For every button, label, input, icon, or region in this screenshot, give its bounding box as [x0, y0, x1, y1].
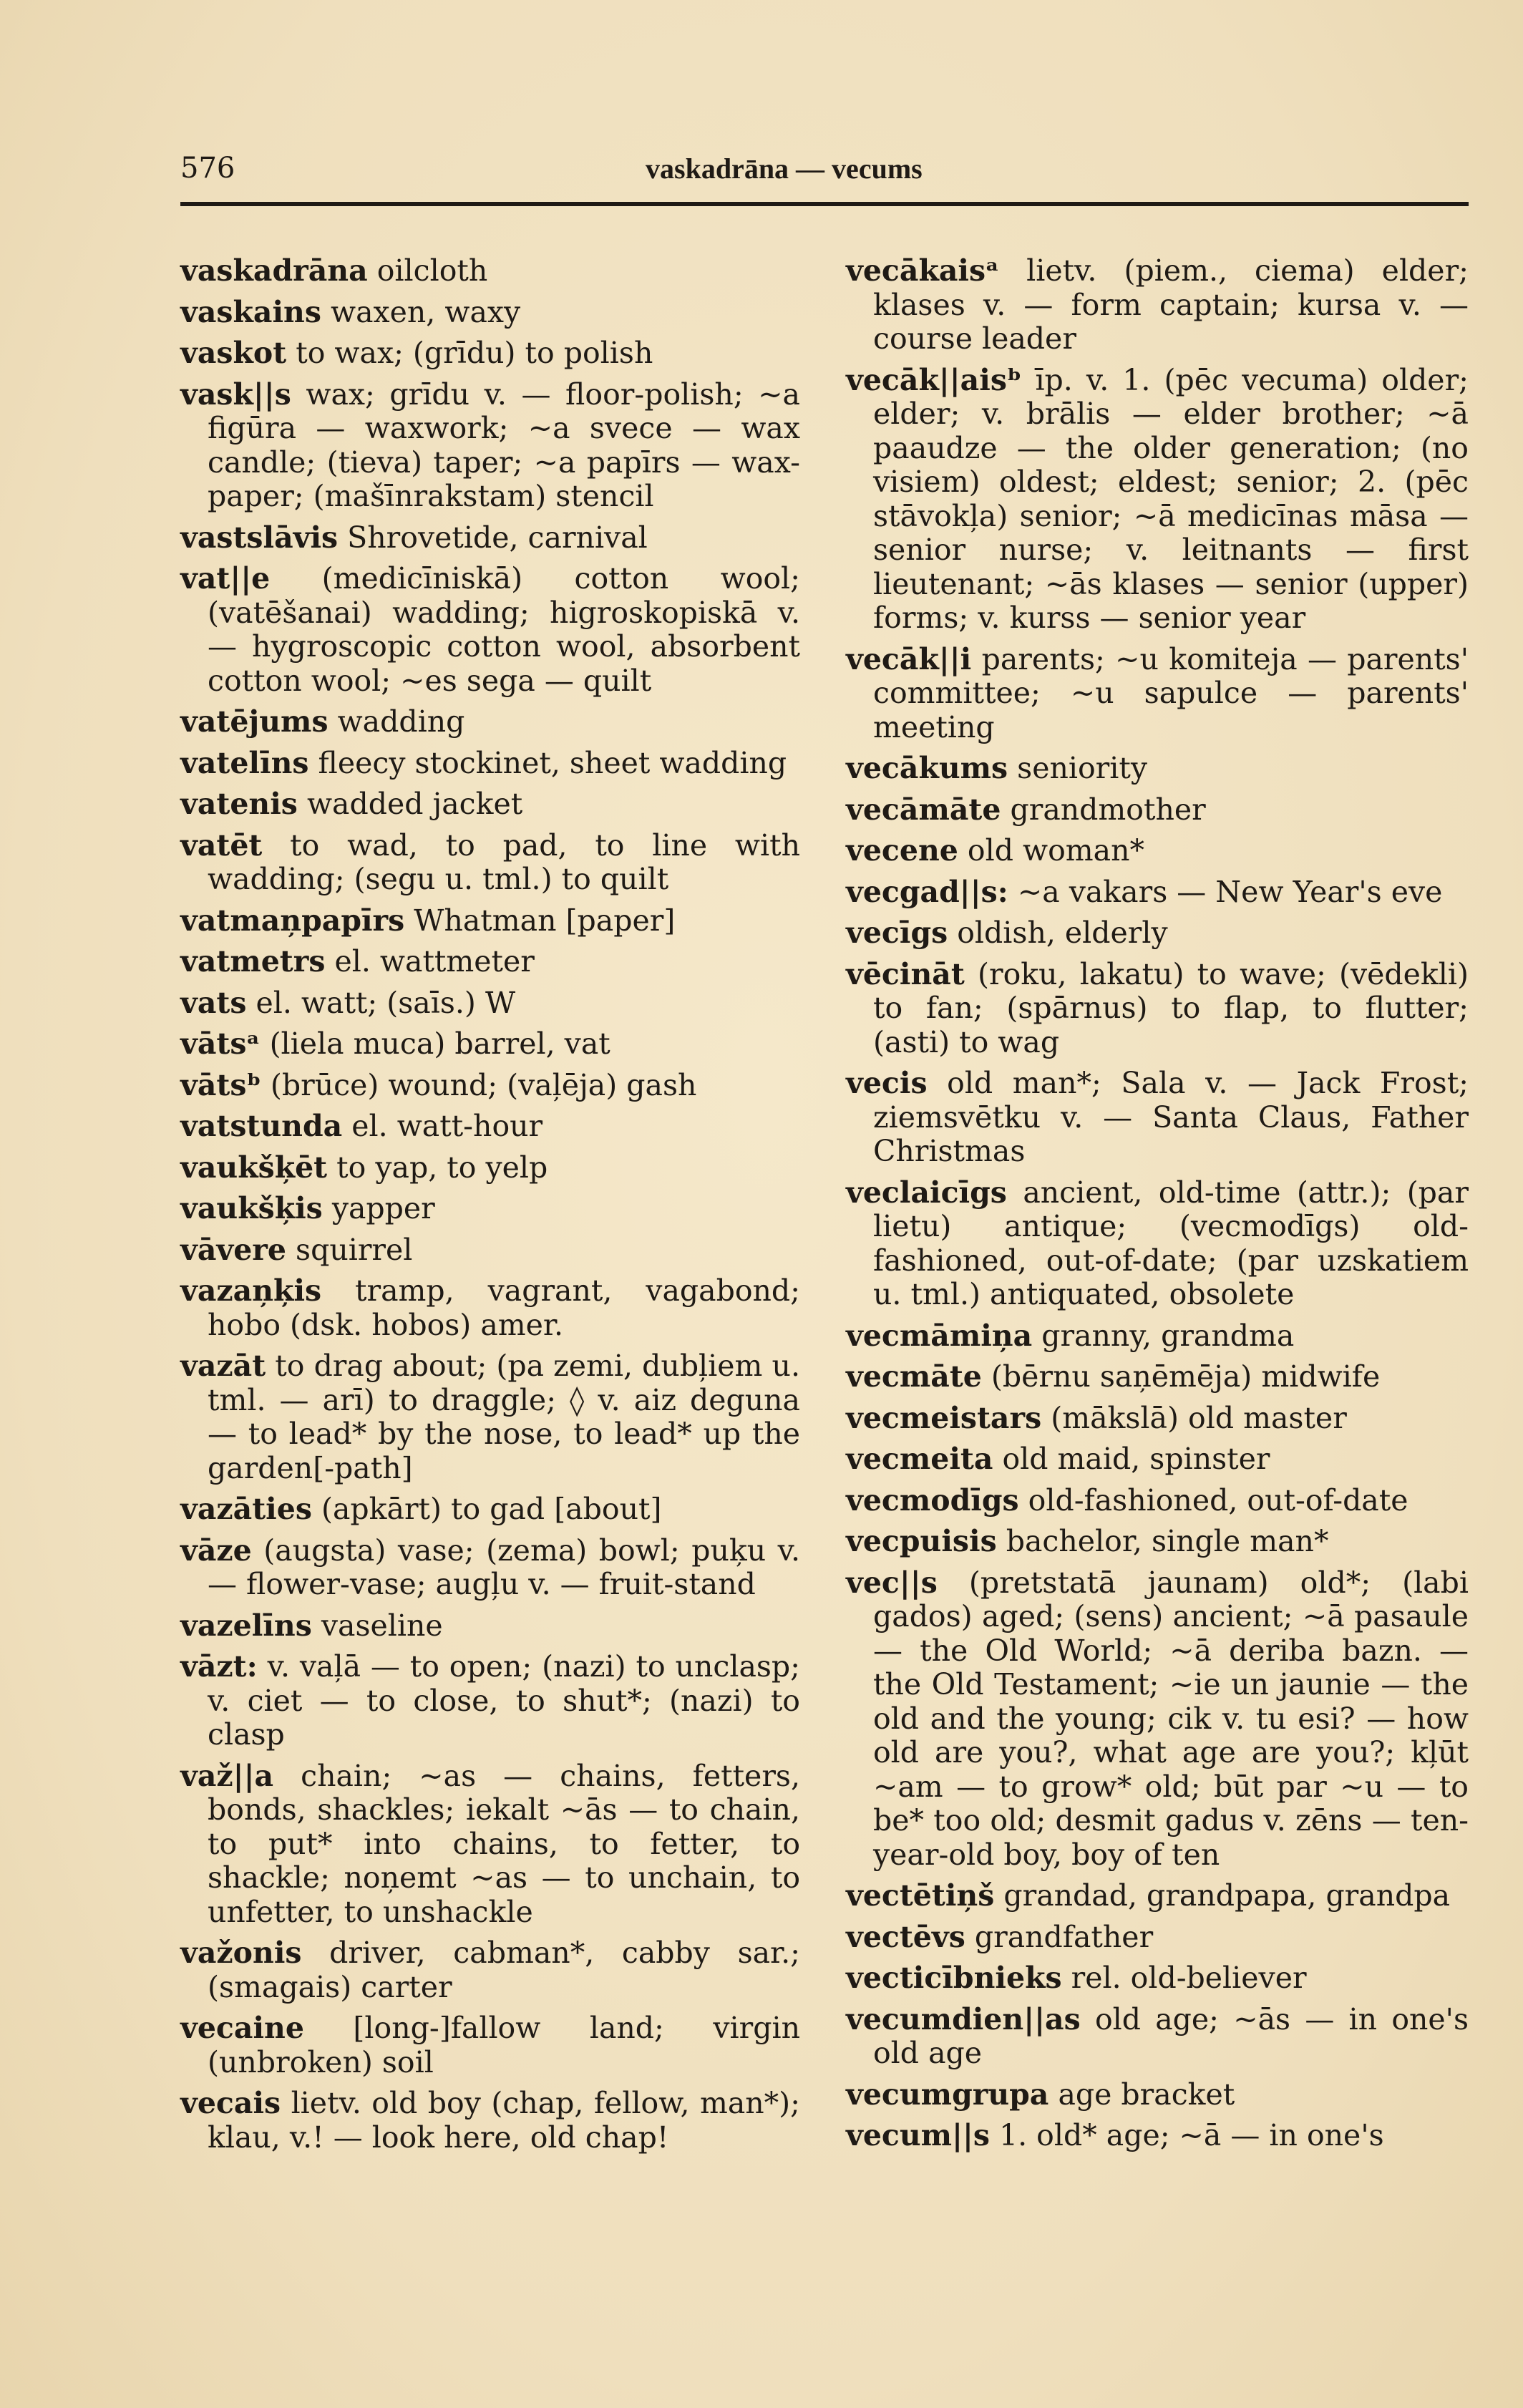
- entry-headword: vat||e: [180, 561, 271, 596]
- entry-headword: vaukšķis: [180, 1191, 323, 1225]
- dictionary-entry: [846, 752, 1469, 786]
- entry-definition: fleecy stockinet, sheet wadding: [318, 745, 787, 780]
- entry-headword: vecais: [180, 2086, 281, 2120]
- entry-definition: age bracket: [1058, 2077, 1235, 2112]
- entry-headword: vecis: [846, 1066, 928, 1100]
- dictionary-entry: [846, 793, 1469, 827]
- entry-definition: old man*; Sala v. — Jack Frost; ziemsvētku v. — Santa Claus, Father Christmas: [873, 1066, 1469, 1168]
- entry-headword: vecmodīgs: [846, 1482, 1019, 1518]
- dictionary-entry: [180, 1151, 800, 1185]
- entry-headword: vatējums: [180, 704, 329, 739]
- entry-headword: vecāk||aisᵇ: [846, 362, 1022, 397]
- right-column: [846, 254, 1469, 2160]
- entry-definition: (mākslā) old master: [1051, 1400, 1347, 1435]
- entry-headword: vaskot: [180, 336, 287, 370]
- dictionary-entry: [846, 1961, 1469, 1996]
- dictionary-entry: [180, 336, 800, 371]
- dictionary-entry: [846, 2003, 1469, 2071]
- header-rule: [180, 202, 1469, 206]
- entry-definition: el. watt; (saīs.) W: [256, 985, 516, 1020]
- dictionary-entry: [180, 787, 800, 822]
- entry-definition: wax; grīdu v. — floor-polish; ~a figūra — waxwork; ~a svece — wax candle; (tieva) taper; ~a papīrs — wax-paper; (mašīnrakstam) stencil: [208, 377, 800, 513]
- dictionary-entry: [180, 945, 800, 979]
- entry-headword: vecpuisis: [846, 1524, 997, 1558]
- dictionary-entry: [180, 1534, 800, 1602]
- entry-headword: vecaine: [180, 2011, 304, 2045]
- entry-definition: grandmother: [1010, 792, 1206, 827]
- entry-definition: old woman*: [967, 833, 1144, 868]
- entry-headword: vāvere: [180, 1232, 286, 1267]
- dictionary-entry: [846, 1566, 1469, 1873]
- dictionary-entry: [180, 254, 800, 288]
- entry-definition: lietv. (piem., ciema) elder; klases v. — form captain; kursa v. — course leader: [873, 253, 1469, 356]
- entry-definition: Whatman [paper]: [414, 903, 676, 938]
- entry-definition: to drag about; (pa zemi, dubļiem u. tml. — arī) to draggle; ◊ v. aiz deguna — to lead* by the nose, to lead* up the garden[-path]: [208, 1349, 800, 1485]
- dictionary-entry: [180, 904, 800, 938]
- entry-definition: yapper: [331, 1191, 435, 1225]
- dictionary-entry: [846, 958, 1469, 1060]
- entry-definition: 1. old* age; ~ā — in one's: [999, 2118, 1384, 2152]
- entry-headword: vecumdien||as: [846, 2001, 1081, 2036]
- entry-definition: grandad, grandpapa, grandpa: [1003, 1878, 1451, 1913]
- entry-definition: squirrel: [296, 1232, 413, 1267]
- dictionary-entry: [180, 1759, 800, 1930]
- entry-headword: vatmaņpapīrs: [180, 903, 405, 938]
- entry-definition: (brūce) wound; (vaļēja) gash: [270, 1067, 697, 1102]
- entry-definition: grandfather: [974, 1919, 1154, 1954]
- dictionary-entry: [846, 1525, 1469, 1559]
- running-title: vaskadrāna — vecums: [646, 152, 923, 185]
- entry-definition: Shrovetide, carnival: [347, 520, 648, 555]
- entry-definition: lietv. old boy (chap, fellow, man*); klau, v.! — look here, old chap!: [208, 2086, 800, 2155]
- entry-headword: vectētiņš: [846, 1878, 995, 1913]
- dictionary-entry: [846, 254, 1469, 356]
- entry-headword: vecīgs: [846, 916, 948, 950]
- entry-headword: vatēt: [180, 827, 263, 863]
- entry-definition: (roku, lakatu) to wave; (vēdekli) to fan; (spārnus) to flap, to flutter; (asti) to wag: [873, 956, 1469, 1059]
- entry-headword: vazāties: [180, 1492, 312, 1526]
- dictionary-entry: [180, 2011, 800, 2079]
- entry-headword: vecum||s: [846, 2118, 990, 2152]
- entry-headword: vecmeistars: [846, 1400, 1042, 1435]
- page-header: [180, 152, 1469, 195]
- entry-definition: to wax; (grīdu) to polish: [296, 336, 653, 370]
- entry-headword: vaskains: [180, 294, 321, 329]
- entry-definition: old maid, spinster: [1002, 1442, 1270, 1476]
- entry-headword: vaukšķēt: [180, 1150, 328, 1185]
- entry-definition: oilcloth: [376, 253, 488, 288]
- entry-headword: vatmetrs: [180, 944, 326, 979]
- dictionary-entry: [180, 1233, 800, 1268]
- entry-definition: rel. old-believer: [1071, 1961, 1307, 1995]
- entry-headword: vecgad||s:: [846, 874, 1008, 909]
- dictionary-entry: [180, 1349, 800, 1485]
- entry-definition: (medicīniskā) cotton wool; (vatēšanai) wadding; higroskopiskā v. — hygroscopic cotton wool, absorbent cotton wool; ~es sega — quilt: [208, 561, 800, 698]
- entry-headword: vecākums: [846, 751, 1008, 785]
- entry-definition: parents; ~u komiteja — parents' committee; ~u sapulce — parents' meeting: [873, 641, 1469, 744]
- entry-definition: granny, grandma: [1041, 1318, 1295, 1353]
- entry-headword: vazaņķis: [180, 1273, 322, 1308]
- entry-headword: vectēvs: [846, 1919, 965, 1954]
- dictionary-entry: [180, 2087, 800, 2155]
- entry-headword: vecāmāte: [846, 792, 1001, 827]
- entry-definition: (liela muca) barrel, vat: [269, 1026, 610, 1061]
- dictionary-entry: [846, 2119, 1469, 2153]
- entry-headword: vāzt:: [180, 1649, 258, 1684]
- entry-definition: wadded jacket: [306, 787, 523, 821]
- left-column: [180, 254, 800, 2162]
- dictionary-entry: [846, 875, 1469, 910]
- entry-definition: wadding: [337, 704, 465, 739]
- dictionary-entry: [846, 1402, 1469, 1436]
- dictionary-entry: [846, 1176, 1469, 1312]
- dictionary-entry: [180, 1192, 800, 1226]
- dictionary-entry: [846, 1879, 1469, 1913]
- dictionary-entry: [180, 986, 800, 1021]
- entry-headword: vēcināt: [846, 956, 965, 991]
- dictionary-entry: [846, 1319, 1469, 1354]
- entry-headword: vecumgrupa: [846, 2077, 1049, 2112]
- dictionary-entry: [846, 364, 1469, 636]
- entry-headword: vecāk||i: [846, 641, 972, 676]
- entry-headword: vāze: [180, 1533, 252, 1568]
- entry-definition: (bērnu saņēmēja) midwife: [991, 1359, 1381, 1394]
- entry-headword: vaskadrāna: [180, 253, 368, 288]
- entry-definition: (pretstatā jaunam) old*; (labi gados) aged; (sens) ancient; ~ā pasaule — the Old World; ~ā deriba bazn. — the Old Testament; ~ie un jaunie — the old and the young; cik v. tu esi? — how old are you?, what age are you?; kļūt ~am — to grow* old; būt par ~u — to be* too old; desmit gadus v. zēns — ten-year-old boy, boy of ten: [873, 1565, 1469, 1872]
- entry-headword: vats: [180, 985, 247, 1020]
- dictionary-entry: [180, 1274, 800, 1342]
- entry-definition: oldish, elderly: [957, 916, 1168, 950]
- entry-headword: vatenis: [180, 787, 298, 821]
- entry-definition: old-fashioned, out-of-date: [1028, 1482, 1408, 1518]
- entry-definition: el. wattmeter: [334, 944, 535, 979]
- entry-definition: ~a vakars — New Year's eve: [1017, 874, 1443, 909]
- entry-headword: važ||a: [180, 1758, 274, 1793]
- dictionary-entry: [180, 705, 800, 739]
- dictionary-entry: [846, 1067, 1469, 1169]
- dictionary-entry: [180, 1492, 800, 1527]
- entry-definition: ancient, old-time (attr.); (par lietu) antique; (vecmodīgs) old-fashioned, out-of-date; (par uzskatiem u. tml.) antiquated, obsolete: [873, 1175, 1469, 1311]
- dictionary-entry: [846, 643, 1469, 745]
- dictionary-entry: [180, 1609, 800, 1644]
- dictionary-entry: [180, 1069, 800, 1103]
- entry-headword: vazāt: [180, 1349, 266, 1383]
- entry-headword: vatelīns: [180, 745, 309, 780]
- dictionary-entry: [180, 378, 800, 514]
- dictionary-entry: [180, 296, 800, 330]
- dictionary-entry: [846, 1921, 1469, 1955]
- entry-headword: vatstunda: [180, 1109, 343, 1143]
- dictionary-entry: [180, 521, 800, 555]
- entry-headword: veclaicīgs: [846, 1175, 1007, 1210]
- entry-definition: (augsta) vase; (zema) bowl; puķu v. — flower-vase; augļu v. — fruit-stand: [208, 1533, 800, 1601]
- dictionary-entry: [180, 1027, 800, 1062]
- entry-definition: old age; ~ās — in one's old age: [873, 2001, 1469, 2070]
- entry-headword: vazelīns: [180, 1608, 312, 1643]
- entry-definition: bachelor, single man*: [1006, 1524, 1329, 1558]
- entry-definition: vaseline: [321, 1608, 443, 1643]
- entry-definition: tramp, vagrant, vagabond; hobo (dsk. hobos) amer.: [208, 1273, 800, 1342]
- dictionary-entry: [846, 916, 1469, 951]
- entry-headword: vecmāte: [846, 1359, 982, 1394]
- entry-headword: vecene: [846, 833, 958, 868]
- entry-headword: vecmeita: [846, 1442, 993, 1476]
- dictionary-entry: [180, 562, 800, 698]
- entry-headword: važonis: [180, 1936, 302, 1970]
- entry-definition: waxen, waxy: [330, 294, 521, 329]
- entry-headword: vātsᵃ: [180, 1026, 261, 1061]
- entry-headword: vecākaisᵃ: [846, 253, 1000, 288]
- entry-headword: vask||s: [180, 377, 291, 412]
- entry-definition: el. watt-hour: [351, 1109, 543, 1143]
- entry-headword: vecticībnieks: [846, 1961, 1062, 1995]
- dictionary-entry: [846, 1484, 1469, 1518]
- entry-headword: vec||s: [846, 1565, 938, 1600]
- entry-definition: to yap, to yelp: [336, 1150, 548, 1185]
- entry-definition: to wad, to pad, to line with wadding; (segu u. tml.) to quilt: [208, 827, 800, 896]
- entry-definition: seniority: [1017, 751, 1148, 785]
- dictionary-entry: [180, 829, 800, 897]
- dictionary-entry: [846, 834, 1469, 868]
- page-number: 576: [180, 152, 235, 185]
- entry-headword: vecmāmiņa: [846, 1318, 1033, 1353]
- entry-definition: īp. v. 1. (pēc vecuma) older; elder; v. brālis — elder brother; ~ā paaudze — the older generation; (no visiem) oldest; eldest; senior; 2. (pēc stāvokļa) senior; ~ā medicīnas māsa — senior nurse; v. leitnants — first lieutenant; ~ās klases — senior (upper) forms; v. kurss — senior year: [873, 362, 1469, 635]
- entry-definition: v. vaļā — to open; (nazi) to unclasp; v. ciet — to close, to shut*; (nazi) to clasp: [208, 1649, 800, 1752]
- entry-definition: (apkārt) to gad [about]: [321, 1492, 662, 1526]
- dictionary-entry: [846, 1360, 1469, 1394]
- dictionary-entry: [846, 2078, 1469, 2112]
- dictionary-entry: [180, 1110, 800, 1144]
- entry-definition: driver, cabman*, cabby sar.; (smagais) carter: [208, 1936, 800, 2004]
- entry-headword: vātsᵇ: [180, 1067, 261, 1102]
- entry-headword: vastslāvis: [180, 520, 339, 555]
- dictionary-entry: [180, 1650, 800, 1752]
- entry-definition: [long-]fallow land; virgin (unbroken) soil: [208, 2011, 800, 2079]
- dictionary-entry: [846, 1442, 1469, 1477]
- dictionary-entry: [180, 1936, 800, 2004]
- dictionary-entry: [180, 747, 800, 781]
- entry-definition: chain; ~as — chains, fetters, bonds, shackles; iekalt ~ās — to chain, to put* into chains, to fetter, to shackle; noņemt ~as — to unchain, to unfetter, to unshackle: [208, 1758, 800, 1929]
